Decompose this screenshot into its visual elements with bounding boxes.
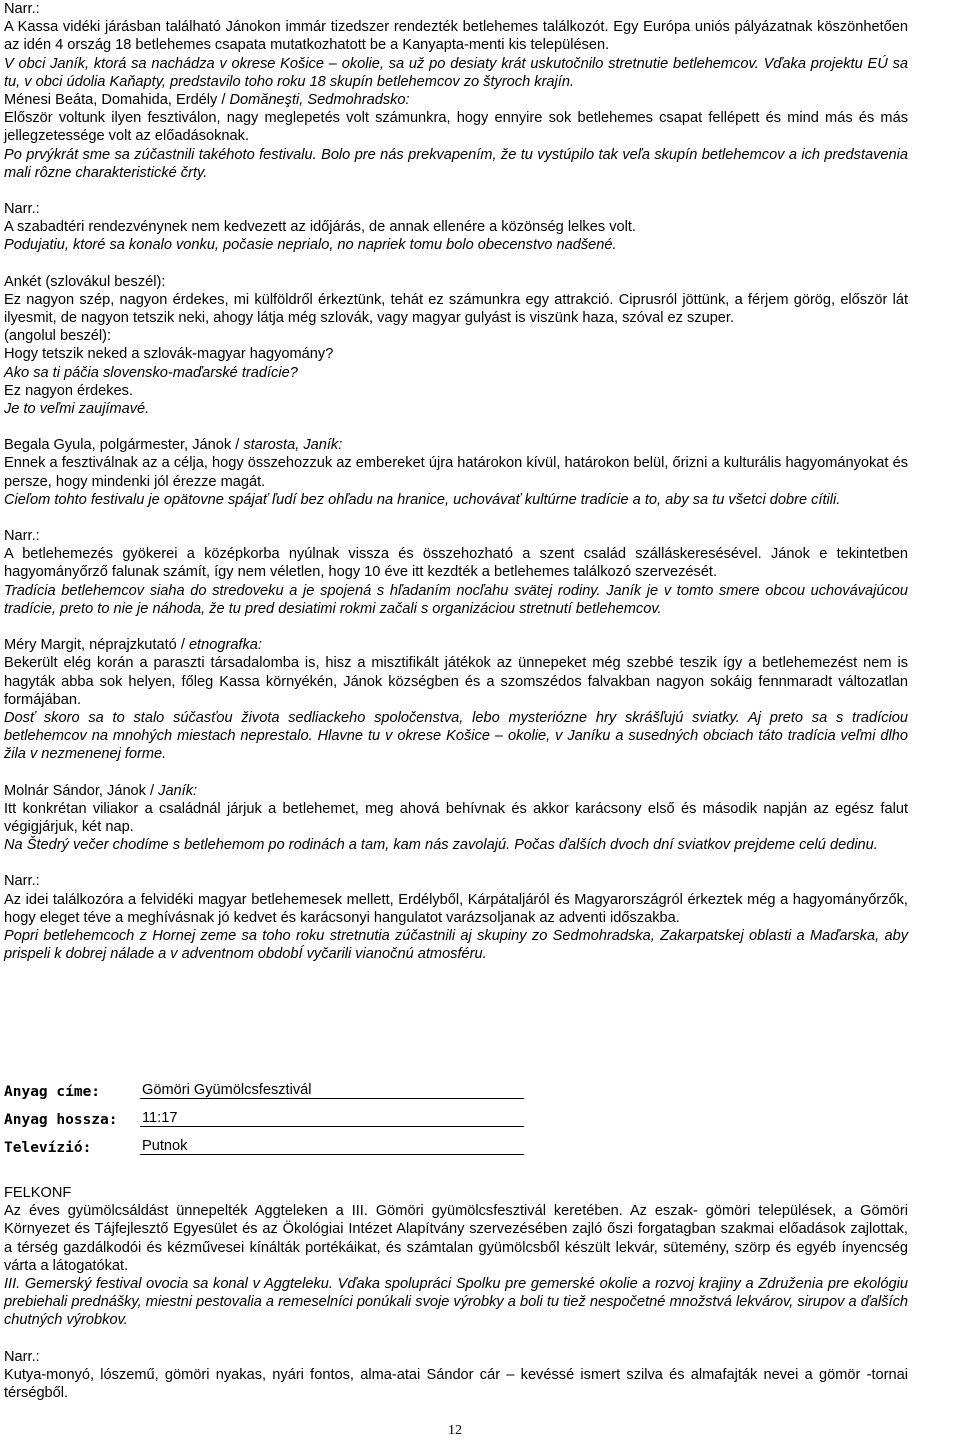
speaker-label: (angolul beszél): (4, 328, 112, 345)
transcript-body (4, 0, 908, 963)
speaker-label: Narr.: (4, 873, 40, 890)
speaker-label: Narr.: (4, 1, 40, 17)
speaker-label: Narr.: (4, 528, 40, 545)
speaker-label: Molnár Sándor, Jánok / Janík: (4, 782, 198, 799)
speaker-label: Narr.: (4, 1348, 40, 1365)
hungarian-text: A szabadtéri rendezvénynek nem kedvezett az időjárás, de annak ellenére a közönség lelkes volt. (4, 219, 636, 236)
hungarian-text: Kutya-monyó, lószemű, gömöri nyakas, nyári fontos, alma-atai Sándor cár – kevéssé ismert szilva és almafajták nevei a gömör -tornai térségből. (4, 1366, 908, 1402)
material-length-value: 11:17 (140, 1110, 524, 1127)
speaker-label: Ankét (szlovákul beszél): (4, 273, 166, 290)
hungarian-text: Ez nagyon szép, nagyon érdekes, mi külföldről érkeztünk, tehát ez számunkra egy attrakció. Ciprusról jöttünk, a férjem görög, először lát ilyesmit, de nagyon tetszik neki, ahogy látja még szlovák, vagy magyar gulyást is viszünk haza, szóval ez szuper. (4, 291, 908, 327)
hungarian-text: Hogy tetszik neked a szlovák-magyar hagyomány? (4, 346, 334, 363)
slovak-text: III. Gemerský festival ovocia sa konal v Aggteleku. Vďaka spolupráci Spolku pre gemerské okolie a rozvoj krajiny a Združenia pre ekológiu prebiehali prednášky, miestni pestovalia a remeselníci ponúkali svoje výrobky a boli tu tiež nespočetné množstvá lekvárov, sirupov a ďalších chutných výrobkov. (4, 1276, 908, 1329)
material-info (4, 1078, 564, 1162)
second-story (4, 1184, 908, 1402)
material-title-row (4, 1078, 564, 1106)
hungarian-text: A Kassa vidéki járásban található Jánokon immár tizedszer rendezték betlehemes találkozót. Egy Európa uniós pályázatnak köszönhetően az idén 4 ország 18 betlehemes csapata mutatkozhatott be a Kanyapta-menti kis településen. (4, 19, 908, 54)
slovak-text: Cieľom tohto festivalu je opätovne spájať ľudí bez ohľadu na hranice, uchovávať kultúrne tradície a to, aby sa tu všetci dobre cítili. (4, 491, 841, 508)
slovak-text: Popri betlehemcoch z Hornej zeme sa toho roku stretnutia zúčastnili aj skupiny zo Sedmohradska, Zakarpatskej oblasti a Maďarska, aby prispeli k dobrej nálade a v adventnom obdobÍ vyčarili vianočnú atmosféru. (4, 927, 908, 963)
hungarian-text: Ez nagyon érdekes. (4, 382, 133, 399)
material-length-row (4, 1106, 564, 1134)
slovak-text: V obci Janík, ktorá sa nachádza v okrese Košice – okolie, sa už po desiaty krát uskutočnilo stretnutie betlehemcov. Vďaka projektu EÚ sa tu, v obci údolia Kaňapty, predstavilo toho roku 18 skupín betlehemcov zo štyroch krajín. (4, 55, 908, 90)
speaker-label: Narr.: (4, 201, 40, 218)
speaker-label: Begala Gyula, polgármester, Jánok / starosta, Janík: (4, 437, 343, 454)
slovak-text: Ako sa ti páčia slovensko-maďarské tradície? (4, 364, 298, 381)
page-number: 12 (448, 1423, 462, 1438)
hungarian-text: Először voltunk ilyen fesztiválon, nagy meglepetés volt számunkra, hogy ennyire sok betlehemes csapat fellépett és mind más és más jellegzetessége volt az előadásoknak. (4, 110, 908, 145)
felkonf-label: FELKONF (4, 1185, 72, 1201)
hungarian-text: Az idei találkozóra a felvidéki magyar betlehemesek mellett, Erdélyből, Kárpátaljáról és Magyarországról érkeztek még a hagyományőrzők, hogy eleget téve a meghívásnak jó kedvet és karácsonyi hangulatot varázsoljanak az adventi időszakba. (4, 891, 908, 926)
material-title-label: Anyag címe: (4, 1084, 101, 1100)
hungarian-text: Bekerült elég korán a paraszti társadalomba is, hisz a misztifikált játékok az ünnepeket még szebbé teszik így a betlehemezést nem is hagyták abba sok helyen, főleg Kassa környékén, Jánok községben és a szomszédos falvakban nagyon sokáig fennmaradt változatlan formájában. (4, 655, 908, 708)
tv-row (4, 1134, 564, 1162)
material-title-value: Gömöri Gyümölcsfesztivál (140, 1082, 524, 1099)
slovak-text: Po prvýkrát sme sa zúčastnili takéhoto festivalu. Bolo pre nás prekvapením, že tu vystúpilo tak veľa skupín betlehemcov a ich predstavenia mali rôzne charakteristické črty. (4, 146, 908, 181)
hungarian-text: Itt konkrétan viliakor a családnál járjuk a betlehemet, meg ahová behívnak és akkor karácsony első és második napján az egész falut végigjárjuk, két nap. (4, 800, 908, 835)
material-length-label: Anyag hossza: (4, 1112, 118, 1128)
speaker-label: Méry Margit, néprajzkutató / etnografka: (4, 637, 262, 654)
hungarian-text: Ennek a fesztiválnak az a célja, hogy összehozzuk az embereket újra határokon kívül, határokon belül, őrizni a kulturális hagyományokat és persze, hogy mindenki jól érezze magát. (4, 455, 908, 490)
slovak-text: Dosť skoro sa to stalo súčasťou života sedliackeho spoločenstva, lebo mysteriózne hry skrášľujú sviatky. Aj preto sa s tradíciou betlehemcov na mnohých miestach neprestalo. Hlavne tu v okrese Košice – okolie, v Janíku a susedných obciach táto tradícia veľmi dlho žila v nezmenenej forme. (4, 709, 908, 763)
slovak-text: Je to veľmi zaujímavé. (4, 401, 150, 418)
tv-value: Putnok (140, 1138, 524, 1155)
hungarian-text: A betlehemezés gyökerei a középkorba nyúlnak vissza és összehozható a szent család szálláskeresésével. Jánok e tekintetben hagyományőrző falunak számít, így nem véletlen, hogy 10 éve itt kezdték a betlehemes találkozó szervezését. (4, 546, 908, 581)
tv-label: Televízió: (4, 1140, 92, 1156)
slovak-text: Tradícia betlehemcov siaha do stredoveku a je spojená s hľadaním nocľahu svätej rodiny. Janík je v tomto smere obcou uchovávajúcou tradície, preto to nie je náhoda, že tu pred desiatimi rokmi začali s organizáciou stretnutí betlehemcov. (4, 582, 908, 617)
slovak-text: Podujatiu, ktoré sa konalo vonku, počasie neprialo, no napriek tomu bolo obecenstvo nadšené. (4, 237, 617, 254)
slovak-text: Na Štedrý večer chodíme s betlehemom po rodinách a tam, kam nás zavolajú. Počas ďalších dvoch dní sviatkov prejdeme celú dedinu. (4, 837, 878, 854)
hungarian-text: Az éves gyümölcsáldást ünnepelték Aggteleken a III. Gömöri gyümölcsfesztivál keretében. Az eszak- gömöri települések, a Gömöri Környezet és Tájfejlesztő Egyesület és az Ökológiai Intézet Alapítvány szervezésében zajló őszi forgatagban szakmai előadások zajlottak, a térség gazdálkodói és kézművesei kínálták portékáikat, és számtalan gyümölcsből készült lekvár, sütemény, szörp és egyéb ínyencség várta a látogatókat. (4, 1203, 908, 1274)
speaker-label: Ménesi Beáta, Domahida, Erdély / Domăneşti, Sedmohradsko: (4, 92, 410, 109)
